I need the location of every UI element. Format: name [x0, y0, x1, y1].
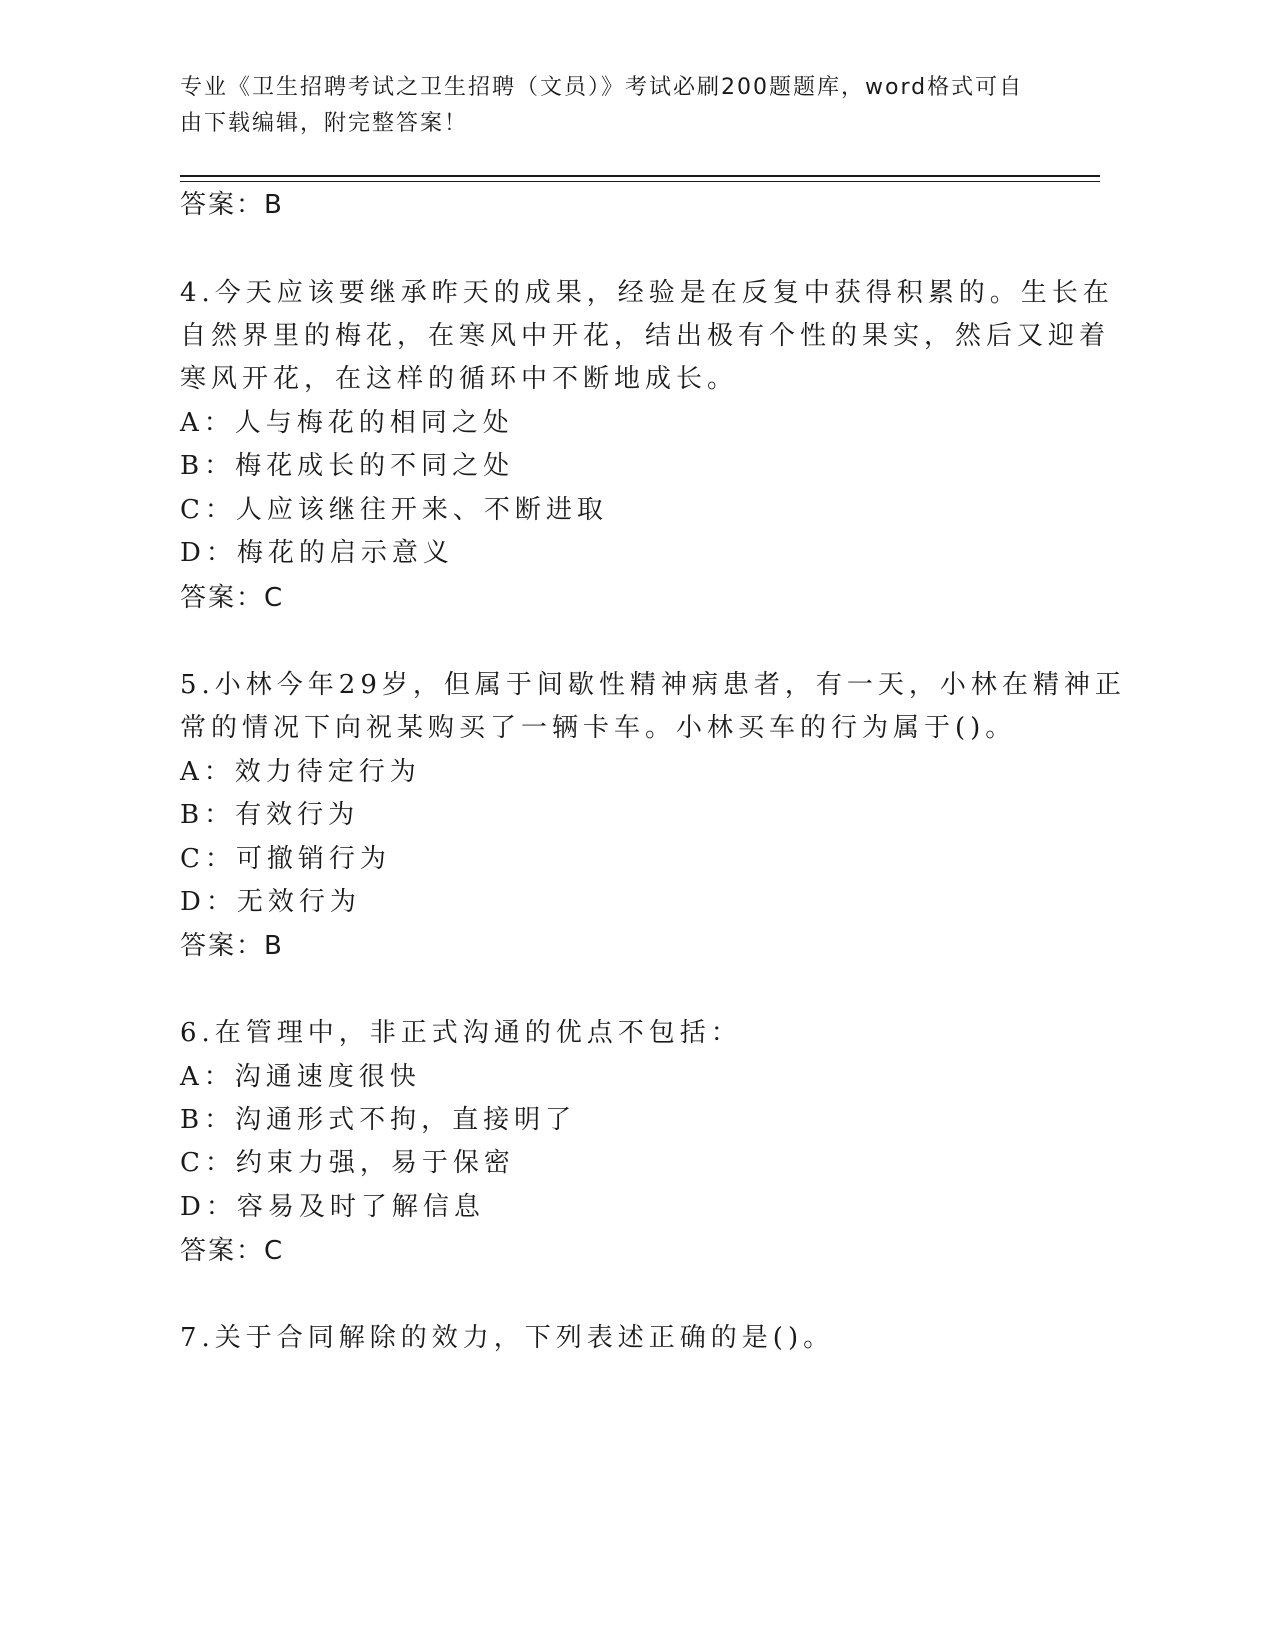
question-5-text-line-2: 常的情况下向祝某购买了一辆卡车。小林买车的行为属于()。 — [180, 713, 1017, 743]
question-4-option-c: C：人应该继往开来、不断进取 — [180, 495, 608, 525]
question-5-option-d: D：无效行为 — [180, 887, 361, 917]
document-header — [180, 70, 1060, 142]
question-6-option-a: A：沟通速度很快 — [180, 1062, 421, 1092]
question-6-option-c: C：约束力强，易于保密 — [180, 1148, 515, 1178]
header-line-2: 由下载编辑，附完整答案！ — [180, 111, 469, 136]
question-4-answer: 答案：C — [180, 583, 285, 613]
header-line-1: 专业《卫生招聘考试之卫生招聘（文员）》考试必刷200题题库，word格式可自 — [180, 75, 1024, 100]
question-7-text-line-1: 7.关于合同解除的效力，下列表述正确的是()。 — [180, 1323, 835, 1353]
question-6-option-b: B：沟通形式不拘，直接明了 — [180, 1105, 577, 1135]
question-4-text-line-2: 自然界里的梅花，在寒风中开花，结出极有个性的果实，然后又迎着 — [180, 321, 1111, 351]
question-4-text-line-3: 寒风开花，在这样的循环中不断地成长。 — [180, 364, 739, 394]
question-4-option-a: A：人与梅花的相同之处 — [180, 408, 514, 438]
header-divider-thick — [180, 175, 1100, 177]
question-5-option-b: B：有效行为 — [180, 800, 360, 830]
question-5-option-c: C：可撤销行为 — [180, 844, 391, 874]
answer-previous-question: 答案：B — [180, 190, 284, 220]
question-6-text-line-1: 6.在管理中，非正式沟通的优点不包括： — [180, 1018, 742, 1048]
question-4-option-b: B：梅花成长的不同之处 — [180, 451, 515, 481]
question-4-text-line-1: 4.今天应该要继承昨天的成果，经验是在反复中获得积累的。生长在 — [180, 278, 1114, 308]
question-6-option-d: D：容易及时了解信息 — [180, 1192, 485, 1222]
question-5-answer: 答案：B — [180, 931, 284, 961]
header-divider-thin — [180, 181, 1100, 182]
question-4-option-d: D：梅花的启示意义 — [180, 538, 454, 568]
question-5-text-line-1: 5.小林今年29岁，但属于间歇性精神病患者，有一天，小林在精神正 — [180, 670, 1126, 700]
question-5-option-a: A：效力待定行为 — [180, 757, 421, 787]
question-6-answer: 答案：C — [180, 1236, 285, 1266]
